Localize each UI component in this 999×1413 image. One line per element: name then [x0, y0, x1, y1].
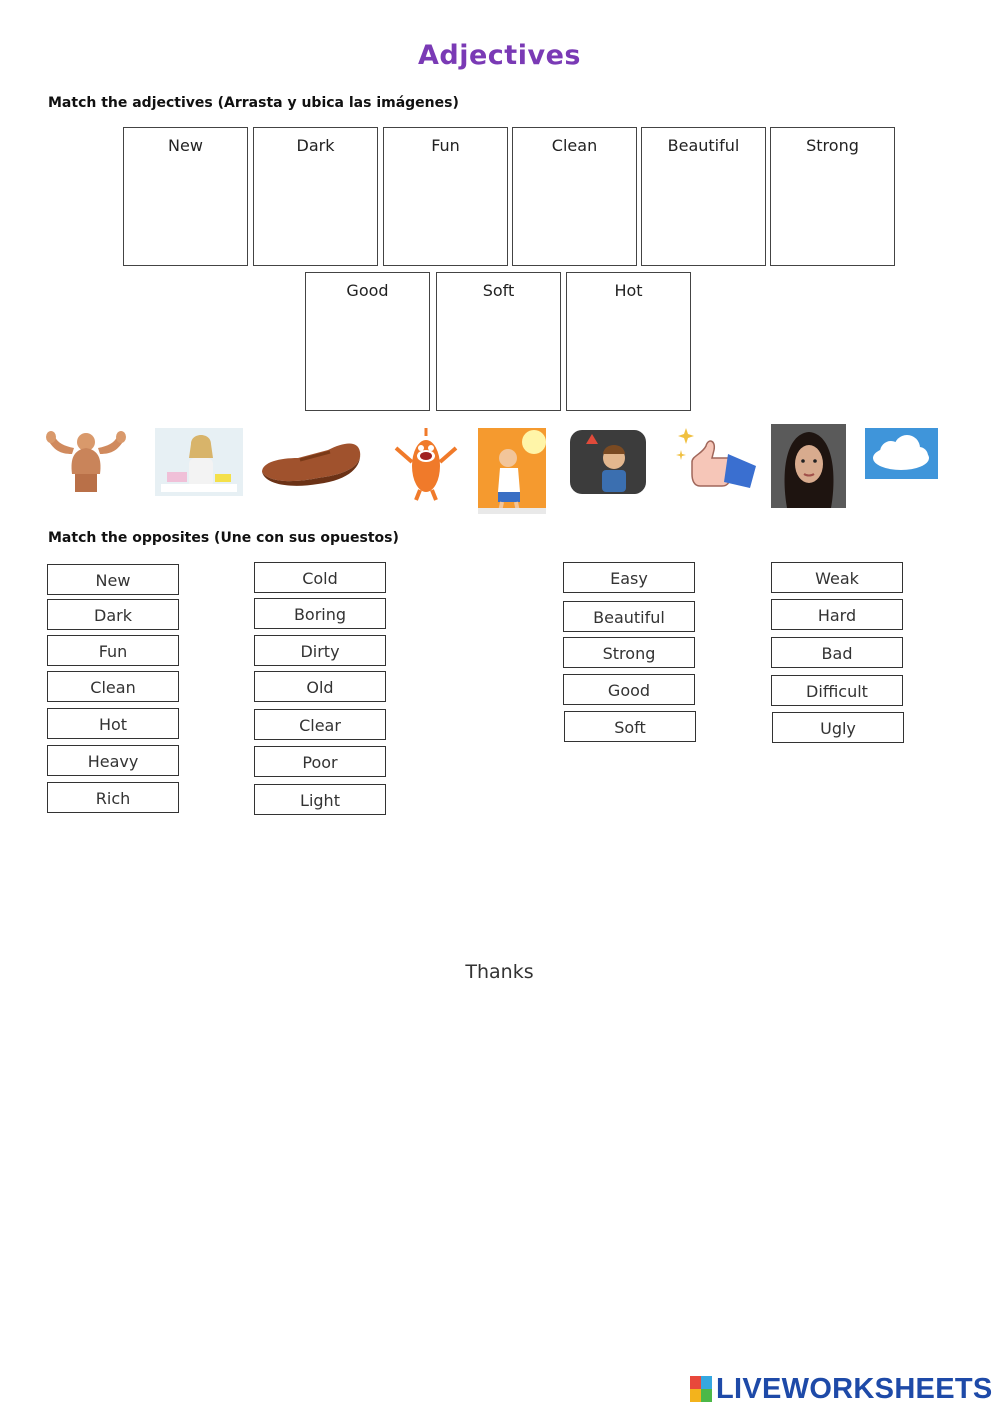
- drop-box-label: Fun: [431, 136, 460, 155]
- cloud-image[interactable]: [865, 428, 938, 479]
- drop-box-good[interactable]: [305, 272, 430, 411]
- opposite-word[interactable]: Rich: [47, 782, 179, 813]
- drop-box-dark[interactable]: [253, 127, 378, 266]
- opposite-word[interactable]: Cold: [254, 562, 386, 593]
- opposite-word[interactable]: Weak: [771, 562, 903, 593]
- logo-icon: [690, 1376, 712, 1402]
- drop-box-label: Hot: [614, 281, 643, 300]
- opposite-word[interactable]: Old: [254, 671, 386, 702]
- opposite-word[interactable]: Difficult: [771, 675, 903, 706]
- drop-box-label: Beautiful: [667, 136, 740, 155]
- brown-shoe-image[interactable]: [258, 432, 364, 488]
- drop-box-soft[interactable]: [436, 272, 561, 411]
- drop-box-strong[interactable]: [770, 127, 895, 266]
- drop-box-label: Good: [346, 281, 389, 300]
- opposite-word[interactable]: Poor: [254, 746, 386, 777]
- drop-box-label: Soft: [482, 281, 515, 300]
- opposite-word[interactable]: Dark: [47, 599, 179, 630]
- opposite-word[interactable]: Hot: [47, 708, 179, 739]
- opposite-word[interactable]: Clear: [254, 709, 386, 740]
- girl-cleaning-image[interactable]: [155, 428, 243, 496]
- cartoon-character-image[interactable]: [390, 426, 462, 502]
- opposite-word[interactable]: Beautiful: [563, 601, 695, 632]
- opposite-word[interactable]: Heavy: [47, 745, 179, 776]
- boy-in-dark-room-image[interactable]: [568, 428, 648, 496]
- drop-box-hot[interactable]: [566, 272, 691, 411]
- drop-box-beautiful[interactable]: [641, 127, 766, 266]
- drop-box-label: Clean: [551, 136, 598, 155]
- opposite-word[interactable]: Ugly: [772, 712, 904, 743]
- section-heading-opposites: Match the opposites (Une con sus opuestos): [48, 530, 399, 546]
- drop-box-label: Dark: [296, 136, 335, 155]
- drop-box-clean[interactable]: [512, 127, 637, 266]
- opposite-word[interactable]: New: [47, 564, 179, 595]
- woman-portrait-image[interactable]: [771, 424, 846, 508]
- drop-box-label: Strong: [806, 136, 859, 155]
- opposite-word[interactable]: Boring: [254, 598, 386, 629]
- opposite-word[interactable]: Fun: [47, 635, 179, 666]
- opposite-word[interactable]: Dirty: [254, 635, 386, 666]
- muscular-man-image[interactable]: [40, 428, 132, 496]
- opposite-word[interactable]: Light: [254, 784, 386, 815]
- brand-name: LIVEWORKSHEETS: [716, 1372, 993, 1405]
- opposite-word[interactable]: Soft: [564, 711, 696, 742]
- drop-box-fun[interactable]: [383, 127, 508, 266]
- opposite-word[interactable]: Bad: [771, 637, 903, 668]
- opposite-word[interactable]: Good: [563, 674, 695, 705]
- thanks-text: Thanks: [465, 961, 534, 983]
- drop-box-label: New: [168, 136, 203, 155]
- hot-sweating-boy-image[interactable]: [478, 428, 546, 514]
- opposite-word[interactable]: Strong: [563, 637, 695, 668]
- section-heading-adjectives: Match the adjectives (Arrasta y ubica las imágenes): [48, 95, 459, 111]
- opposite-word[interactable]: Clean: [47, 671, 179, 702]
- opposite-word[interactable]: Hard: [771, 599, 903, 630]
- thumbs-up-image[interactable]: [672, 426, 760, 498]
- liveworksheets-logo: [690, 1372, 993, 1406]
- page-title: Adjectives: [418, 40, 581, 71]
- drop-box-new[interactable]: [123, 127, 248, 266]
- opposite-word[interactable]: Easy: [563, 562, 695, 593]
